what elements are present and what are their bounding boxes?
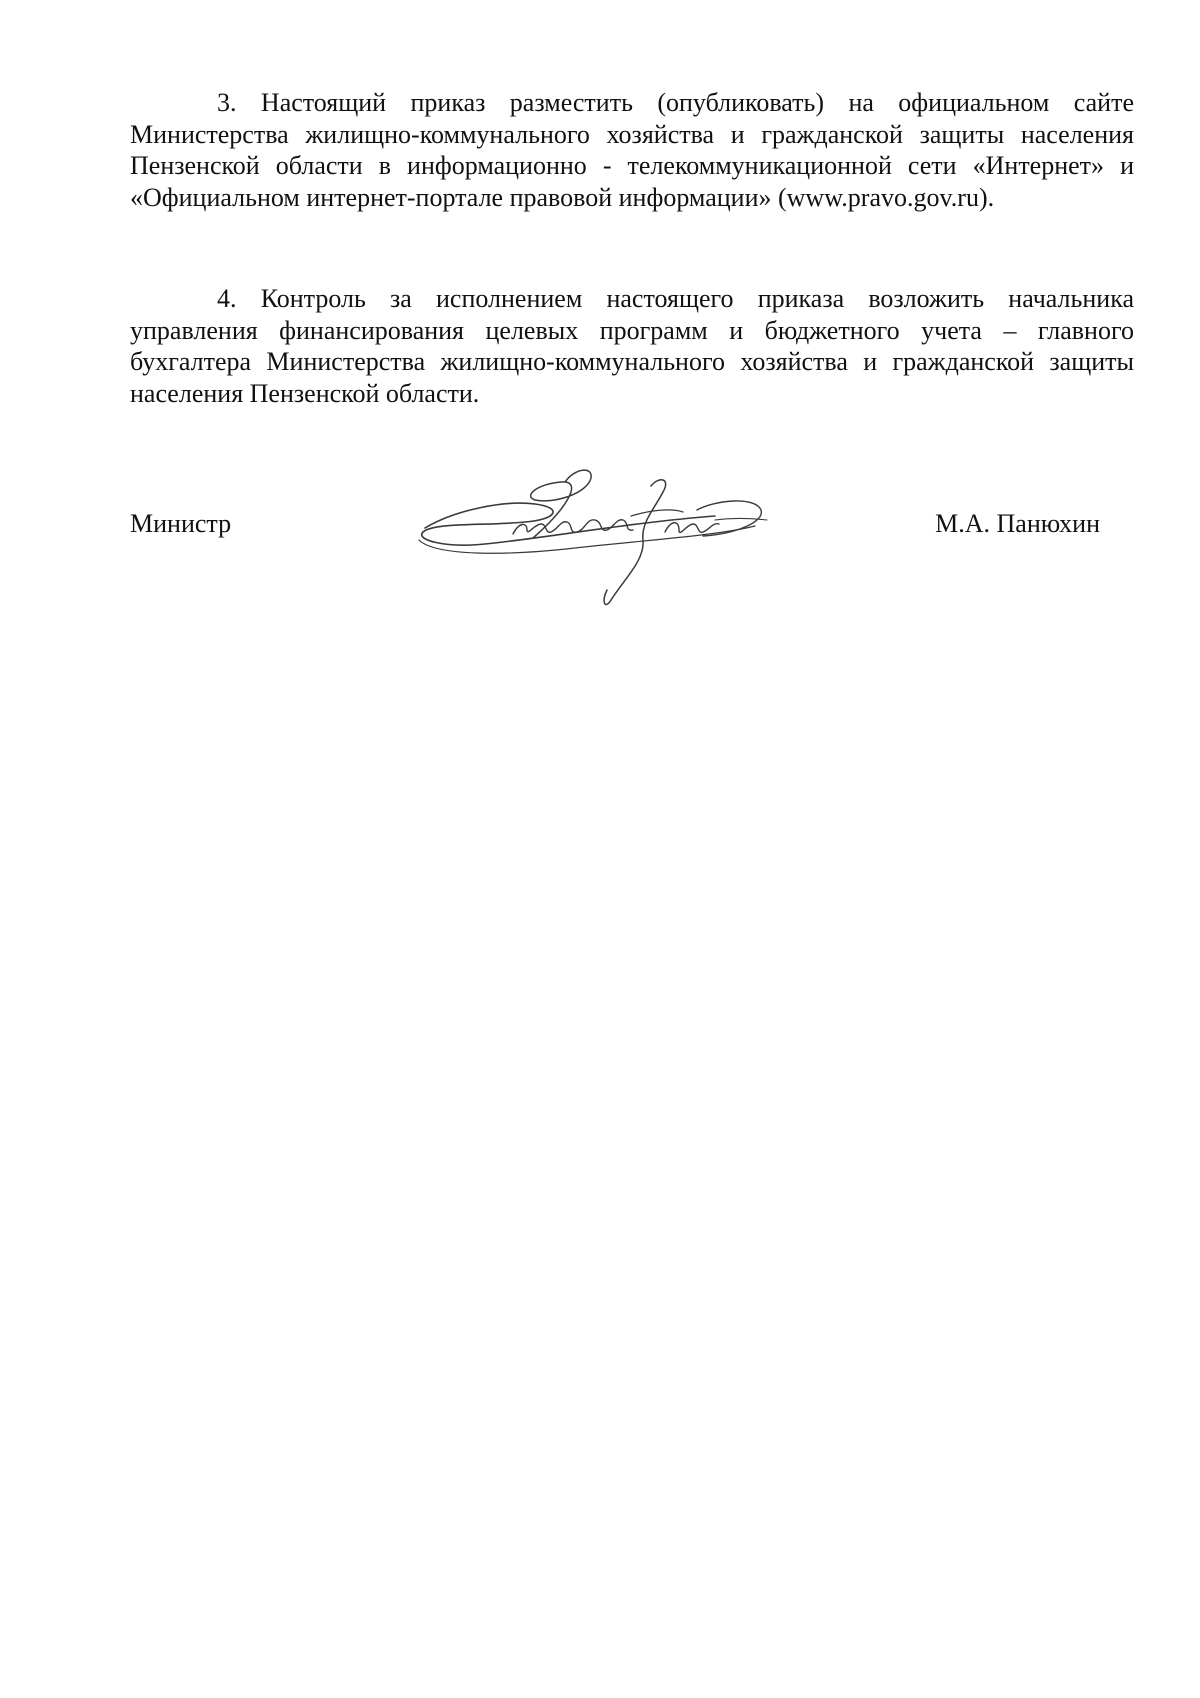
signer-name: М.А. Панюхин: [935, 509, 1100, 538]
handwritten-signature: [415, 460, 775, 610]
paragraph-publication: 3. Настоящий приказ разместить (опубликовать) на официальном сайте Министерства жилищно-коммунального хозяйства и гражданской защиты населения Пензенской области в информационно - телекоммуникационной сети «Интернет» и «Официальном интернет-портале правовой информации» (www.pravo.gov.ru).: [130, 88, 1134, 212]
signature-block: [130, 460, 1100, 610]
signer-title: Министр: [130, 509, 232, 538]
paragraph-control: 4. Контроль за исполнением настоящего приказа возложить начальника управления финансирования целевых программ и бюджетного учета – главного бухгалтера Министерства жилищно-коммунального хозяйства и гражданской защиты населения Пензенской области.: [130, 284, 1134, 408]
